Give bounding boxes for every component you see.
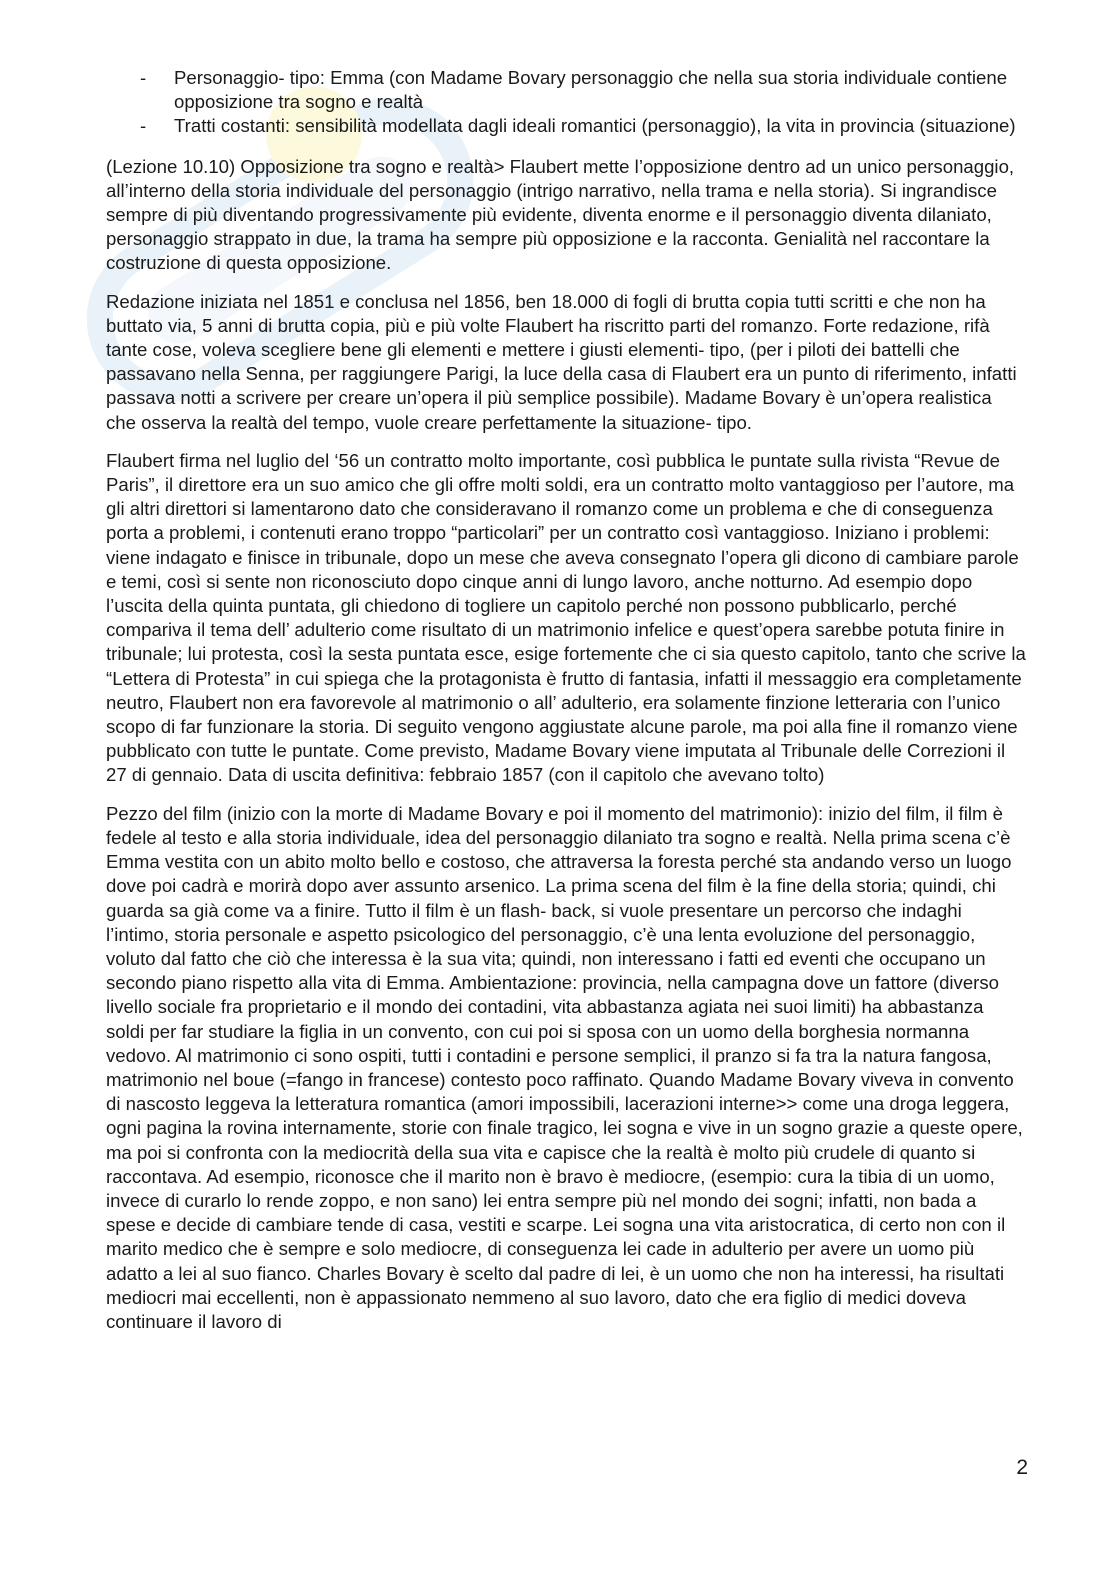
bullet-text: Personaggio- tipo: Emma (con Madame Bovary personaggio che nella sua storia individuale contiene opposizione tra sogno e realtà <box>174 67 1008 113</box>
bullet-item <box>106 66 1026 114</box>
bullet-dash: - <box>140 67 147 88</box>
page-number: 2 <box>1016 1456 1028 1479</box>
bullet-dash: - <box>140 115 147 137</box>
paragraph-lezione: (Lezione 10.10) Opposizione tra sogno e realtà> Flaubert mette l’opposizione dentro ad un unico personaggio, all’interno della storia individuale del personaggio (intrigo narrativo, nella trama e nella storia). Si ingrandisce sempre di più diventando progressivamente più evidente, diventa enorme e il personaggio diventa dilaniato, personaggio strappato in due, la trama ha sempre più opposizione e la racconta. Genialità nel raccontare la costruzione di questa opposizione. <box>106 155 1015 274</box>
paragraph-film: Pezzo del film (inizio con la morte di Madame Bovary e poi il momento del matrimonio): inizio del film, il film è fedele al testo e alla storia individuale, idea del personaggio dilaniato tra sogno e realtà. Nella prima scena c’è Emma vestita con un abito molto bello e costoso, che attraversa la foresta perché sta andando verso un luogo dove poi cadrà e morirà dopo aver assunto arsenico. La prima scena del film è la fine della storia; quindi, chi guarda sa già come va a finire. Tutto il film è un flash- back, si vuole presentare un percorso che indaghi l’intimo, storia personale e aspetto psicologico del personaggio, c’è una lenta evoluzione del personaggio, voluto dal fatto che ciò che interessa è la sua vita; quindi, non interessano i fatti ed eventi che occupano un secondo piano rispetto alla vita di Emma. Ambientazione: provincia, nella campagna dove un fattore (diverso livello sociale fra proprietario e il mondo dei contadini, vita abbastanza agiata nei suoi limiti) ha abbastanza soldi per far studiare la figlia in un convento, con cui poi si sposa con un uomo della borghesia normanna vedovo. Al matrimonio ci sono ospiti, tutti i contadini e persone semplici, il pranzo si fa tra la natura fangosa, matrimonio nel boue (=fango in francese) contesto poco raffinato. Quando Madame Bovary viveva in convento di nascosto leggeva la letteratura romantica (amori impossibili, lacerazioni interne>> come una droga leggera, ogni pagina la rovina internamente, storie con finale tragico, lei sogna e vive in un sogno grazie a queste opere, ma poi si confronta con la mediocrità della sua vita e capisce che la realtà è molto più crudele di quanto si raccontava. Ad esempio, riconosce che il marito non è bravo è mediocre, (esempio: cura la tibia di un uomo, invece di curarlo lo rende zoppo, e non sano) lei entra sempre più nel mondo dei sogni; infatti, non bada a spese e decide di cambiare tende di casa, vestiti e scarpe. Lei sogna una vita aristocratica, di certo non con il marito medico che è sempre e solo mediocre, di conseguenza lei cade in adulterio per avere un uomo più adatto a lei al suo fianco. Charles Bovary è scelto dal padre di lei, è un uomo che non ha interessi, ha risultati mediocri mai eccellenti, non è appassionato nemmeno al suo lavoro, dato che era figlio di medici doveva continuare il lavoro di <box>106 802 1023 1332</box>
paragraph-contratto: Flaubert firma nel luglio del ‘56 un contratto molto importante, così pubblica le puntate sulla rivista “Revue de Paris”, il direttore era un suo amico che gli offre molti soldi, era un contratto molto vantaggioso per l’autore, ma gli altri direttori si lamentarono dato che consideravano il romanzo come un problema e che di conseguenza porta a problemi, i contenuti erano troppo “particolari” per un contratto così vantaggioso. Iniziano i problemi: viene indagato e finisce in tribunale, dopo un mese che aveva consegnato l’opera gli dicono di cambiare parole e temi, così si sente non riconosciuto dopo cinque anni di lungo lavoro, anche notturno. Ad esempio dopo l’uscita della quinta puntata, gli chiedono di togliere un capitolo perché non possono pubblicarlo, perché compariva il tema dell’ adulterio come risultato di un matrimonio infelice e quest’opera sarebbe potuta finire in tribunale; lui protesta, così la sesta puntata esce, esige fortemente che ci sia questo capitolo, tanto che scrive la “Lettera di Protesta” in cui spiega che la protagonista è frutto di fantasia, infatti il messaggio era completamente neutro, Flaubert non era favorevole al matrimonio o all’ adulterio, era solamente finzione letteraria con l’unico scopo di far funzionare la storia. Di seguito vengono aggiustate alcune parole, ma poi alla fine il romanzo viene pubblicato con tutte le puntate. Come previsto, Madame Bovary viene imputata al Tribunale delle Correzioni il 27 di gennaio. Data di uscita definitiva: febbraio 1857 (con il capitolo che avevano tolto) <box>106 449 1026 786</box>
paragraph-redazione: Redazione iniziata nel 1851 e conclusa nel 1856, ben 18.000 di fogli di brutta copia tutti scritti e che non ha buttato via, 5 anni di brutta copia, più e più volte Flaubert ha riscritto parti del romanzo. Forte redazione, rifà tante cose, voleva scegliere bene gli elementi e mettere i giusti elementi- tipo, (per i piloti dei battelli che passavano nella Senna, per raggiungere Parigi, la luce della casa di Flaubert era un punto di riferimento, infatti passava notti a scrivere per creare un’opera il più semplice possibile). Madame Bovary è un’opera realistica che osserva la realtà del tempo, vuole creare perfettamente la situazione- tipo. <box>106 290 1017 433</box>
document-body <box>106 66 1026 1348</box>
bullet-list <box>106 66 1026 139</box>
bullet-item <box>106 114 1026 138</box>
bullet-text: Tratti costanti: sensibilità modellata dagli ideali romantici (personaggio), la vita in provincia (situazione) <box>174 115 1016 137</box>
